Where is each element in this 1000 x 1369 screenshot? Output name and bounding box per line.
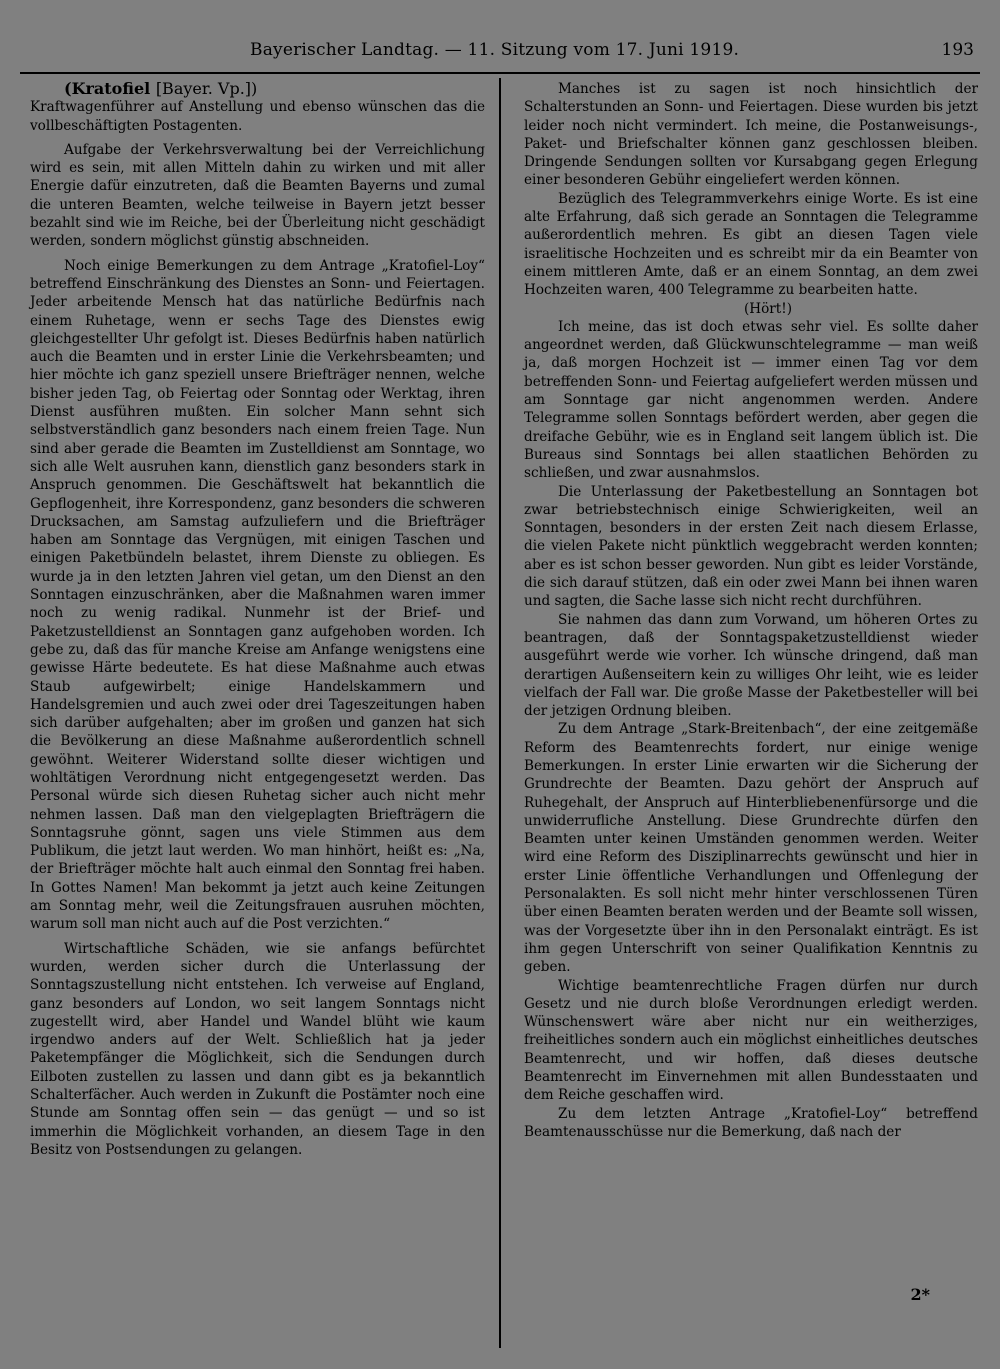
speaker-name: (Kratofiel [64,79,151,98]
paragraph: Wirtschaftliche Schäden, wie sie anfangs befürchtet wurden, werden sicher durch die Unterlassung der Sonntagszustellung nicht entstehen. Ich verweise auf England, ganz besonders auf London, wo seit langem Sonntags nicht zugestellt wird, aber Handel und Wandel blüht wie kaum irgendwo anders auf der Welt. Schließlich hat ja jeder Paketempfänger die Möglichkeit, sich die Sendungen durch Eilboten zustellen zu lassen und dann gibt es ja bekanntlich Schalterfächer. Auch werden in Zukunft die Postämter noch eine Stunde am Sonntag offen sein — das genügt — und so ist immerhin die Möglichkeit vorhanden, an diesem Tage in den Besitz von Postsendungen zu gelangen. [30,940,485,1158]
paragraph: Zu dem letzten Antrage „Kratofiel-Loy“ betreffend Beamtenausschüsse nur die Bemerkung, daß nach der [524,1105,978,1140]
paragraph: Bezüglich des Telegrammverkehrs einige Worte. Es ist eine alte Erfahrung, daß sich gerade an Sonntagen die Telegramme außerordentlich mehren. Es gibt an diesen Tagen viele israelitische Hochzeiten und es schreibt mir da ein Beamter von einem mittleren Amte, daß er an einem Sonntag, an dem zwei Hochzeiten waren, 400 Telegramme zu bearbeiten hatte. [524,190,978,299]
speaker-party: [Bayer. Vp.]) [155,79,258,98]
paragraph: Sie nahmen das dann zum Vorwand, um höheren Ortes zu beantragen, daß der Sonntagspaketzustelldienst wieder ausgeführt werde wie vorher. Ich wünsche dringend, daß man derartigen Außenseitern kein zu williges Ohr leiht, wie es leider vielfach der Fall war. Die große Masse der Paketbesteller will bei der jetzigen Ordnung bleiben. [524,611,978,720]
header-rule [20,72,980,74]
column-divider [499,78,501,1348]
paragraph: Aufgabe der Verkehrsverwaltung bei der Verreichlichung wird es sein, mit allen Mitteln dahin zu wirken und mit aller Energie dafür einzutreten, daß die Beamten Bayerns und zumal die unteren Beamten, welche teilweise in Bayern jetzt besser bezahlt sind wie im Reiche, bei der Überleitung nicht geschädigt werden, sondern möglichst günstig abschneiden. [30,141,485,250]
left-column [30,80,485,1159]
paragraph: Ich meine, das ist doch etwas sehr viel. Es sollte daher angeordnet werden, daß Glückwunschtelegramme — man weiß ja, daß morgen Hochzeit ist — immer einen Tag vor dem betreffenden Sonn- und Feiertag aufgeliefert werden müssen und am Sonntage gar nicht angenommen werden. Andere Telegramme sollen Sonntags befördert werden, aber gegen die dreifache Gebühr, wie es in England seit langem üblich ist. Die Bureaus sind Sonntags bei allen staatlichen Behörden zu schließen, und zwar ausnahmslos. [524,318,978,482]
speaker-line [30,80,485,98]
interjection: (Hört!) [743,300,793,317]
paragraph: Manches ist zu sagen ist noch hinsichtlich der Schalterstunden an Sonn- und Feiertagen. Diese wurden bis jetzt leider noch nicht vermindert. Ich meine, die Postanweisungs-, Paket- und Briefschalter können ganz geschlossen bleiben. Dringende Sendungen sollten vor Kursabgang gegen Erlegung einer besonderen Gebühr eingeliefert werden können. [524,81,978,189]
paragraph: Zu dem Antrage „Stark-Breitenbach“, der eine zeitgemäße Reform des Beamtenrechts fordert, nur einige wenige Bemerkungen. In erster Linie erwarten wir die Sicherung der Grundrechte der Beamten. Dazu gehört der Anspruch auf Ruhegehalt, der Anspruch auf Hinterbliebenenfürsorge und die unwiderrufliche Anstellung. Diese Grundrechte dürfen den Beamten unter keinen Umständen genommen werden. Weiter wird eine Reform des Disziplinarrechts gewünscht und hier in erster Linie öffentliche Verhandlungen und Offenlegung der Personalakten. Es soll nicht mehr hinter verschlossenen Türen über einen Beamten beraten werden und der Beamte soll wissen, was der Vorgesetzte über ihn in den Personalakt einträgt. Es ist ihm gegen Unterschrift von seiner Qualifikation Kenntnis zu geben. [524,721,978,976]
right-column [524,80,978,1141]
header-title: Bayerischer Landtag. — 11. Sitzung vom 17. Juni 1919. [250,40,740,60]
paragraph: Kraftwagenführer auf Anstellung und ebenso wünschen das die vollbeschäftigten Postagenten. [30,99,485,134]
page-number: 193 [941,40,974,60]
paragraph: Noch einige Bemerkungen zu dem Antrage „Kratofiel-Loy“ betreffend Einschränkung des Dienstes an Sonn- und Feiertagen. Jeder arbeitende Mensch hat das natürliche Bedürfnis nach einem Ruhetage, wenn er sechs Tage des Dienstes ewig gleichgestellter Uhr gefolgt ist. Dieses Bedürfnis haben natürlich auch die Beamten und in erster Linie die Verkehrsbeamten; und hier möchte ich ganz speziell unsere Briefträger nennen, welche bisher jeden Tag, ob Feiertag oder Sonntag oder Werktag, ihren Dienst ausführen mußten. Ein solcher Mann sehnt sich selbstverständlich ganz besonders nach einem freien Tage. Nun sind aber gerade die Beamten im Zustelldienst am Sonntage, wo sich alle Welt ausruhen kann, dienstlich ganz besonders stark in Anspruch genommen. Die Geschäftswelt hat bekanntlich die Gepflogenheit, ihre Korrespondenz, ganz besonders die schweren Drucksachen, am Samstag aufzuliefern und die Briefträger haben am Sonntage das Vergnügen, mit einigen Taschen und einigen Paketbündeln belastet, ihrem Dienste zu obliegen. Es wurde ja in den letzten Jahren viel getan, um den Dienst an den Sonntagen einzuschränken, aber die Maßnahmen waren immer noch zu wenig radikal. Nunmehr ist der Brief- und Paketzustelldienst an Sonntagen ganz aufgehoben worden. Ich gebe zu, daß das für manche Kreise am Anfange wenigstens eine gewisse Härte bedeutete. Es hat diese Maßnahme auch etwas Staub aufgewirbelt; einige Handelskammern und Handelsgremien und auch zwei oder drei Tageszeitungen haben sich darüber aufgehalten; aber im großen und ganzen hat sich die Bevölkerung an diese Maßnahme außerordentlich schnell gewöhnt. Weiterer Widerstand sollte dieser wichtigen und wohltätigen Verordnung nicht entgegengesetzt werden. Das Personal würde sich diesen Ruhetag sicher auch nicht mehr nehmen lassen. Daß man den vielgeplagten Briefträgern die Sonntagsruhe gönnt, sagen uns viele Stimmen aus dem Publikum, die jetzt laut werden. Wo man hinhört, heißt es: „Na, der Briefträger möchte halt auch einmal den Sonntag frei haben. In Gottes Namen! Man bekommt ja jetzt auch keine Zeitungen am Sonntag mehr, weil die Zeitungsfrauen ausruhen möchten, warum soll man nicht auch auf die Post verzichten.“ [30,257,485,933]
running-header [0,36,1000,72]
signature-mark: 2* [910,1285,930,1304]
paragraph: Die Unterlassung der Paketbestellung an Sonntagen bot zwar betriebstechnisch einige Schwierigkeiten, weil an Sonntagen, besonders in der ersten Zeit nach diesem Erlasse, die vielen Pakete nicht pünktlich weggebracht werden konnten; aber es ist schon besser geworden. Nun gibt es leider Vorstände, die sich darauf stützen, daß ein oder zwei Mann bei ihnen waren und sagten, die Sache lasse sich nicht recht durchführen. [524,483,978,610]
paragraph: Wichtige beamtenrechtliche Fragen dürfen nur durch Gesetz und nie durch bloße Verordnungen erledigt werden. Wünschenswert wäre aber nicht nur ein weitherziges, freiheitliches sondern auch ein möglichst einheitliches deutsches Beamtenrecht, und wir hoffen, daß dieses deutsche Beamtenrecht im Einvernehmen mit allen Bundesstaaten und dem Reiche geschaffen wird. [524,977,978,1104]
